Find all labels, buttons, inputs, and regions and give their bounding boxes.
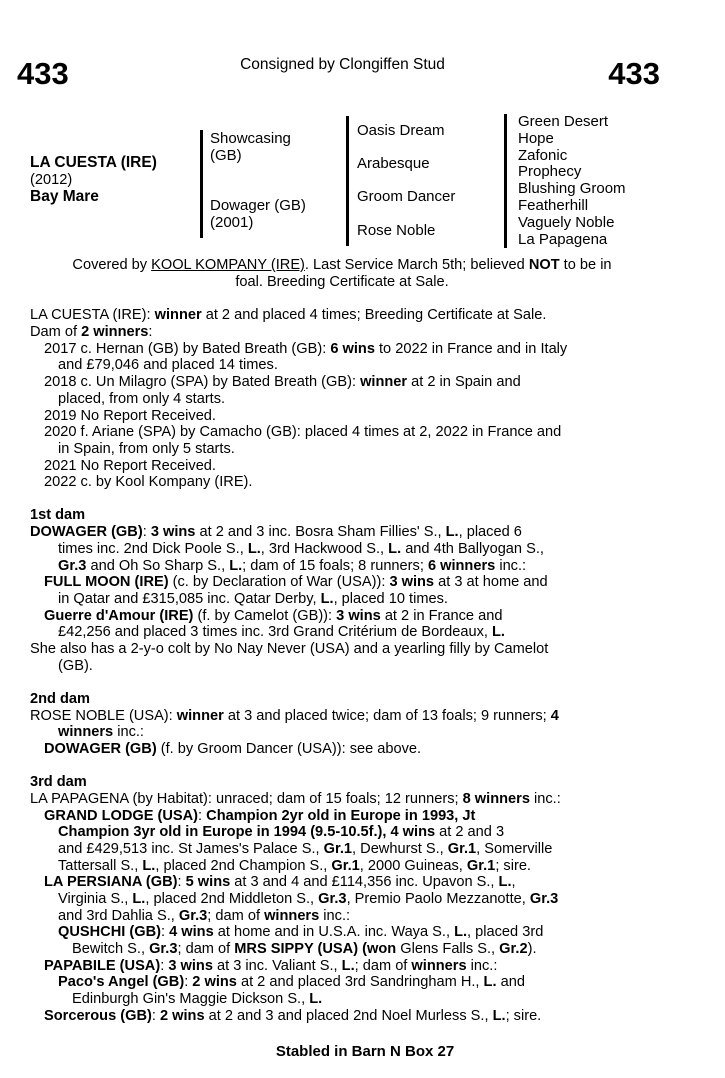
produce-line: placed, from only 4 starts. bbox=[58, 391, 226, 407]
first-dam-line: She also has a 2-y-o colt by No Nay Never (USA) and a yearling filly by Camelot bbox=[30, 641, 549, 657]
horse-name: LA CUESTA (IRE) bbox=[30, 154, 157, 171]
pedigree-gen2-2: Arabesque bbox=[357, 155, 430, 172]
horse-sex: Bay Mare bbox=[30, 187, 99, 205]
pedigree-bar-2 bbox=[346, 116, 349, 246]
first-dam-line: Gr.3 and Oh So Sharp S., L.; dam of 15 foals; 8 runners; 6 winners inc.: bbox=[58, 558, 527, 574]
pedigree-bar-1 bbox=[200, 130, 203, 238]
first-dam-line: DOWAGER (GB): 3 wins at 2 and 3 inc. Bosra Sham Fillies' S., L., placed 6 bbox=[30, 524, 522, 540]
third-dam-line: QUSHCHI (GB): 4 wins at home and in U.S.A. inc. Waya S., L., placed 3rd bbox=[58, 924, 544, 940]
produce-line: in Spain, from only 5 starts. bbox=[58, 441, 235, 457]
third-dam-line: LA PERSIANA (GB): 5 wins at 3 and 4 and £114,356 inc. Upavon S., L., bbox=[44, 874, 516, 890]
produce-line: 2018 c. Un Milagro (SPA) by Bated Breath (GB): winner at 2 in Spain and bbox=[44, 374, 521, 390]
produce-line: Dam of 2 winners: bbox=[30, 324, 153, 340]
third-dam-heading: 3rd dam bbox=[30, 774, 87, 790]
pedigree-sire: Showcasing (GB) bbox=[210, 130, 291, 164]
produce-line: 2022 c. by Kool Kompany (IRE). bbox=[44, 474, 253, 490]
third-dam-line: Bewitch S., Gr.3; dam of MRS SIPPY (USA) (won Glens Falls S., Gr.2). bbox=[72, 941, 537, 957]
produce-line: LA CUESTA (IRE): winner at 2 and placed 4 times; Breeding Certificate at Sale. bbox=[30, 307, 547, 323]
horse-year: (2012) bbox=[30, 171, 73, 188]
produce-line: 2021 No Report Received. bbox=[44, 458, 216, 474]
third-dam-line: Sorcerous (GB): 2 wins at 2 and 3 and placed 2nd Noel Murless S., L.; sire. bbox=[44, 1008, 542, 1024]
third-dam-line: LA PAPAGENA (by Habitat): unraced; dam of 15 foals; 12 runners; 8 winners inc.: bbox=[30, 791, 561, 807]
first-dam-heading: 1st dam bbox=[30, 507, 86, 523]
produce-line: and £79,046 and placed 14 times. bbox=[58, 357, 278, 373]
first-dam-line: times inc. 2nd Dick Poole S., L., 3rd Hackwood S., L. and 4th Ballyogan S., bbox=[58, 541, 544, 557]
consignor: Consigned by Clongiffen Stud bbox=[240, 56, 445, 73]
stabled-location: Stabled in Barn N Box 27 bbox=[275, 1043, 455, 1060]
third-dam-line: and 3rd Dahlia S., Gr.3; dam of winners inc.: bbox=[58, 908, 351, 924]
third-dam-line: PAPABILE (USA): 3 wins at 3 inc. Valiant S., L.; dam of winners inc.: bbox=[44, 958, 498, 974]
produce-line: 2019 No Report Received. bbox=[44, 408, 216, 424]
lot-number-left: 433 bbox=[17, 56, 69, 91]
lot-number-right: 433 bbox=[608, 56, 660, 91]
second-dam-heading: 2nd dam bbox=[30, 691, 91, 707]
pedigree-gen2-3: Groom Dancer bbox=[357, 188, 456, 205]
pedigree-dam: Dowager (GB) (2001) bbox=[210, 197, 306, 231]
pedigree-bar-3 bbox=[504, 114, 507, 248]
horse-info bbox=[30, 155, 157, 205]
pedigree-gen2-1: Oasis Dream bbox=[357, 122, 445, 139]
third-dam-line: Virginia S., L., placed 2nd Middleton S., Gr.3, Premio Paolo Mezzanotte, Gr.3 bbox=[58, 891, 559, 907]
pedigree-table bbox=[30, 112, 660, 252]
second-dam-line: ROSE NOBLE (USA): winner at 3 and placed twice; dam of 13 foals; 9 runners; 4 bbox=[30, 708, 559, 724]
pedigree-gen2-4: Rose Noble bbox=[357, 222, 436, 239]
covered-note: Covered by KOOL KOMPANY (IRE). Last Service March 5th; believed NOT to be in foal. Breeding Certificate at Sale. bbox=[72, 257, 612, 290]
third-dam-line: Edinburgh Gin's Maggie Dickson S., L. bbox=[72, 991, 323, 1007]
second-dam-line: DOWAGER (GB) (f. by Groom Dancer (USA)): see above. bbox=[44, 741, 422, 757]
third-dam-line: Paco's Angel (GB): 2 wins at 2 and placed 3rd Sandringham H., L. and bbox=[58, 974, 525, 990]
produce-line: 2017 c. Hernan (GB) by Bated Breath (GB): 6 wins to 2022 in France and in Italy bbox=[44, 341, 568, 357]
second-dam-line: winners inc.: bbox=[58, 724, 144, 740]
pedigree-gen3: Green Desert Hope Zafonic Prophecy Blushing Groom Featherhill Vaguely Noble La Papagena bbox=[518, 113, 626, 248]
first-dam-line: in Qatar and £315,085 inc. Qatar Derby, L., placed 10 times. bbox=[58, 591, 448, 607]
third-dam-line: GRAND LODGE (USA): Champion 2yr old in Europe in 1993, Jt bbox=[44, 808, 476, 824]
first-dam-line: (GB). bbox=[58, 658, 93, 674]
third-dam-line: Tattersall S., L., placed 2nd Champion S., Gr.1, 2000 Guineas, Gr.1; sire. bbox=[58, 858, 531, 874]
third-dam-line: and £429,513 inc. St James's Palace S., Gr.1, Dewhurst S., Gr.1, Somerville bbox=[58, 841, 553, 857]
first-dam-line: FULL MOON (IRE) (c. by Declaration of War (USA)): 3 wins at 3 at home and bbox=[44, 574, 548, 590]
produce-line: 2020 f. Ariane (SPA) by Camacho (GB): placed 4 times at 2, 2022 in France and bbox=[44, 424, 562, 440]
third-dam-line: Champion 3yr old in Europe in 1994 (9.5-10.5f.), 4 wins at 2 and 3 bbox=[58, 824, 505, 840]
first-dam-line: £42,256 and placed 3 times inc. 3rd Grand Critérium de Bordeaux, L. bbox=[58, 624, 505, 640]
first-dam-line: Guerre d'Amour (IRE) (f. by Camelot (GB)): 3 wins at 2 in France and bbox=[44, 608, 503, 624]
